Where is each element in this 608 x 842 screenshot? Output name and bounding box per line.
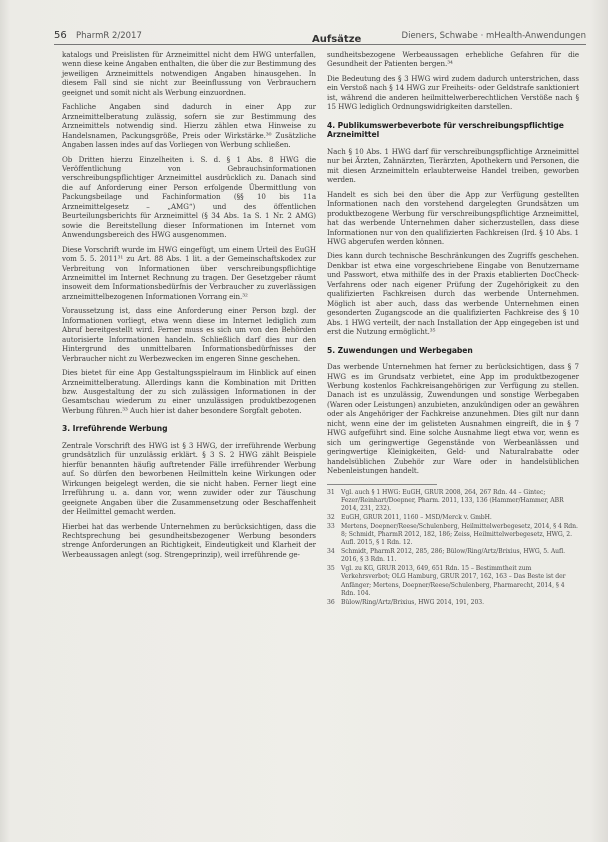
footnote-number: 32 — [327, 513, 335, 521]
section-heading: 5. Zuwendungen und Werbegaben — [327, 345, 473, 355]
paragraph: Dies bietet für eine App Gestaltungsspielraum im Hinblick auf einen Arzneimittelberatung. Allerdings kann die Kombination mit Dritten bzw. Ausgestaltung der zu sich zulässigen Informationen in der Gesamtschau wiederum zu einer unzulässigen produktbezogenen Werbung führen.³³ Auch hier ist daher besondere Sorgfalt geboten. — [62, 368, 316, 415]
section-title: Aufsätze — [312, 34, 362, 45]
footnote-text: Vgl. auch § 1 HWG: EuGH, GRUR 2008, 264, 267 Rdn. 44 – Gintec; Fezer/Reinhart/Doepner, Pharm. 2011, 133, 136 (Hammer/Hammer, ABR 2014, 231, 232). — [341, 488, 564, 512]
footnote — [327, 523, 579, 547]
paragraph: Fachliche Angaben sind dadurch in einer App zur Arzneimittelberatung zulässig, sofern sie zur Bestimmung des Arzneimittels notwendig sind. Hierzu zählen etwa Hinweise zu Handelsnamen, Packungsgröße, Preis oder Wirkstärke.³⁰ Zusätzliche Angaben lassen indes auf das Vorliegen von Werbung schließen. — [62, 102, 316, 150]
right-column — [327, 50, 579, 608]
footnotes — [327, 489, 579, 607]
footnote-number: 31 — [327, 488, 335, 496]
paragraph: Dies kann durch technische Beschränkungen des Zugriffs geschehen. Denkbar ist etwa eine vorgeschriebene Eingabe von Benutzername und Passwort, etwa mithilfe des in der Praxis etablierten DocCheck-Verfahrens oder nach eigener Prüfung der Zugehörigkeit zu den qualifizierten Fachkreisen durch das werbende Unternehmen. Möglich ist aber auch, dass das werbende Unternehmen einen gesonderten Zugangscode an die qualifizierten Fachkreise des § 10 Abs. 1 HWG verteilt, der nach Installation der App eingegeben ist und erst die Nutzung ermöglicht.³⁵ — [327, 251, 579, 337]
paragraph: Handelt es sich bei den über die App zur Verfügung gestellten Informationen nach den vorstehend dargelegten Grundsätzen um produktbezogene Werbung für verschreibungspflichtige Arzneimittel, hat das werbende Unternehmen daher sicherzustellen, dass diese Informationen nur von den qualifizierten Fachkreisen (Ird. § 10 Abs. 1 HWG abgerufen werden können. — [327, 189, 579, 246]
paragraph: Das werbende Unternehmen hat ferner zu berücksichtigen, dass § 7 HWG es im Grundsatz verbietet, eine App im produktbezogener Werbung kostenlos Fachkreisangehörigen zur Verfügung zu stellen. Danach ist es unzulässig, Zuwendungen und sonstige Werbegaben (Waren oder Leistungen) anzubieten, anzukündigen oder an gewähren oder als Angehöriger der Fachkreise anzunehmen. Dies gilt nur dann nicht, wenn eine der im gelisteten Ausnahmen eingreift, die in § 7 HWG aufgeführt sind. Eine solche Ausnahme liegt etwa vor, wenn es sich um geringwertige Gegenstände von Werbeanlässen und geringwertige Kleinigkeiten, Geld- und Naturalrabatte oder handelsüblichen Zubehör zur Ware oder in handelsüblichen Nebenleistungen handelt. — [327, 362, 579, 476]
page-header — [54, 28, 586, 44]
paragraph: Nach § 10 Abs. 1 HWG darf für verschreibungspflichtige Arzneimittel nur bei Ärzten, Zahnärzten, Tierärzten, Apothekern und Personen, die mit diesen Arzneimitteln erlaubterweise Handel treiben, geworben werden. — [327, 146, 579, 185]
footnote-text: Schmidt, PharmR 2012, 285, 286; Bülow/Ring/Artz/Brixius, HWG, 5. Aufl. 2016, § 3 Rdn. 11. — [341, 548, 566, 564]
running-title: Dieners, Schwabe · mHealth-Anwendungen — [401, 31, 586, 41]
footnote-rule — [327, 484, 437, 485]
footnote — [327, 565, 579, 597]
footnote-number: 35 — [327, 565, 335, 573]
paragraph: Ob Dritten hierzu Einzelheiten i. S. d. § 1 Abs. 8 HWG die Veröffentlichung von Gebrauchsinformationen verschreibungspflichtiger Arzneimittel ausdrücklich zu. Danach sind die auf Anforderung einer Person erfolgende Übermittlung von Packungsbeilage und Fachinformation (§§ 10 bis 11a Arzneimittelgesetz – „AMG“) und des öffentlichen Beurteilungsberichts für Arzneimittel (§ 34 Abs. 1a S. 1 Nr. 2 AMG) sowie die Bereitstellung dieser Informationen im Internet vom Anwendungsbereich des HWG ausgenommen. — [62, 154, 316, 240]
footnote — [327, 599, 579, 607]
paragraph: Hierbei hat das werbende Unternehmen zu berücksichtigen, dass die Rechtsprechung bei gesundheitsbezogener Werbung besonders strenge Anforderungen an Richtigkeit, Eindeutigkeit und Klarheit der Werbeaussagen anlegt (sog. Strengeprinzip), weil irreführende ge- — [62, 521, 316, 559]
footnote — [327, 548, 579, 564]
footnote-number: 34 — [327, 548, 335, 556]
footnote-text: EuGH, GRUR 2011, 1160 – MSD/Merck v. GmbH. — [341, 513, 492, 521]
page-number: 56 — [54, 30, 67, 41]
paragraph: Voraussetzung ist, dass eine Anforderung einer Person bzgl. der Informationen vorliegt, etwa wenn diese im Internet lediglich zum Abruf bereitgestellt wird. Ferner muss es sich um von den Behörden autorisierte Informationen handeln. Schließlich darf dies nur den Hintergrund des unmittelbaren Informationsbedürfnisses der Verbraucher nicht zu Werbezwecken im engeren Sinne geschehen. — [62, 306, 316, 363]
paragraph: katalogs und Preislisten für Arzneimittel nicht dem HWG unterfallen, wenn diese keine Angaben enthalten, die über die zur Bestimmung des jeweiligen Arzneimittels notwendigen Angaben hinausgehen. In diesem Fall sind sie nicht zur Beeinflussung von Verbrauchern geeignet und somit nicht als Werbung einzuordnen. — [62, 50, 316, 97]
header-rule — [54, 44, 586, 45]
footnote — [327, 514, 579, 522]
footnote-number: 33 — [327, 522, 335, 530]
section-heading: 4. Publikumswerbeverbote für verschreibungspflichtige Arzneimittel — [327, 120, 564, 140]
section-heading: 3. Irreführende Werbung — [62, 424, 168, 434]
paragraph: Die Bedeutung des § 3 HWG wird zudem dadurch unterstrichen, dass ein Verstoß nach § 14 HWG zur Freiheits- oder Geldstrafe sanktioniert ist, während die anderen heilmittelwerberechtlichen Verstöße nach § 15 HWG lediglich Ordnungswidrigkeiten darstellen. — [327, 73, 579, 112]
journal-issue: PharmR 2/2017 — [76, 31, 142, 41]
footnote-text: Bülow/Ring/Artz/Brixius, HWG 2014, 191, 203. — [341, 598, 485, 606]
footnote-text: Vgl. zu KG, GRUR 2013, 649, 651 Rdn. 15 – Bestimmtheit zum Verkehrsverbot; OLG Hamburg, GRUR 2017, 162, 163 – Das Beste ist der Anfänger; Mertens, Doepner/Reese/Schulenberg, Pharmarecht, 2014, § 4 Rdn. 104. — [341, 565, 566, 597]
left-column — [62, 50, 316, 564]
paragraph: sundheitsbezogene Werbeaussagen erhebliche Gefahren für die Gesundheit der Patienten bergen.³⁴ — [327, 50, 579, 69]
paragraph: Diese Vorschrift wurde im HWG eingefügt, um einem Urteil des EuGH vom 5. 5. 2011³¹ zu Art. 88 Abs. 1 lit. a der Gemeinschaftskodex zur Verbreitung von Informationen über verschreibungspflichtige Arzneimittel im Internet Rechnung zu tragen. Der Gesetzgeber räumt insoweit dem Informationsbedürfnis der Verbraucher zu zuverlässigen arzneimittelbezogenen Informationen Vorrang ein.³² — [62, 244, 316, 301]
paragraph: Zentrale Vorschrift des HWG ist § 3 HWG, der irreführende Werbung grundsätzlich für unzulässig erklärt. § 3 S. 2 HWG zählt Beispiele hierfür benannten häufig auftretender Fälle irreführender Werbung auf. So dürfen den beworbenen Heilmitteln keine Wirkungen oder Wirkungen beigelegt werden, die sie nicht haben. Ferner liegt eine Irreführung u. a. dann vor, wenn zuwider oder zur Täuschung geeignete Angaben über die Zusammensetzung oder Beschaffenheit der Heilmittel gemacht werden. — [62, 440, 316, 517]
footnote — [327, 489, 579, 513]
footnote-number: 36 — [327, 598, 335, 606]
footnote-text: Mertens, Doepner/Reese/Schulenberg, Heilmittelwerbegesetz, 2014, § 4 Rdn. 8; Schmidt, PharmR 2012, 182, 186; Zeiss, Heilmittelwerbegesetz, HWG, 2. Aufl. 2015, § 1 Rdn. 12. — [341, 522, 578, 547]
